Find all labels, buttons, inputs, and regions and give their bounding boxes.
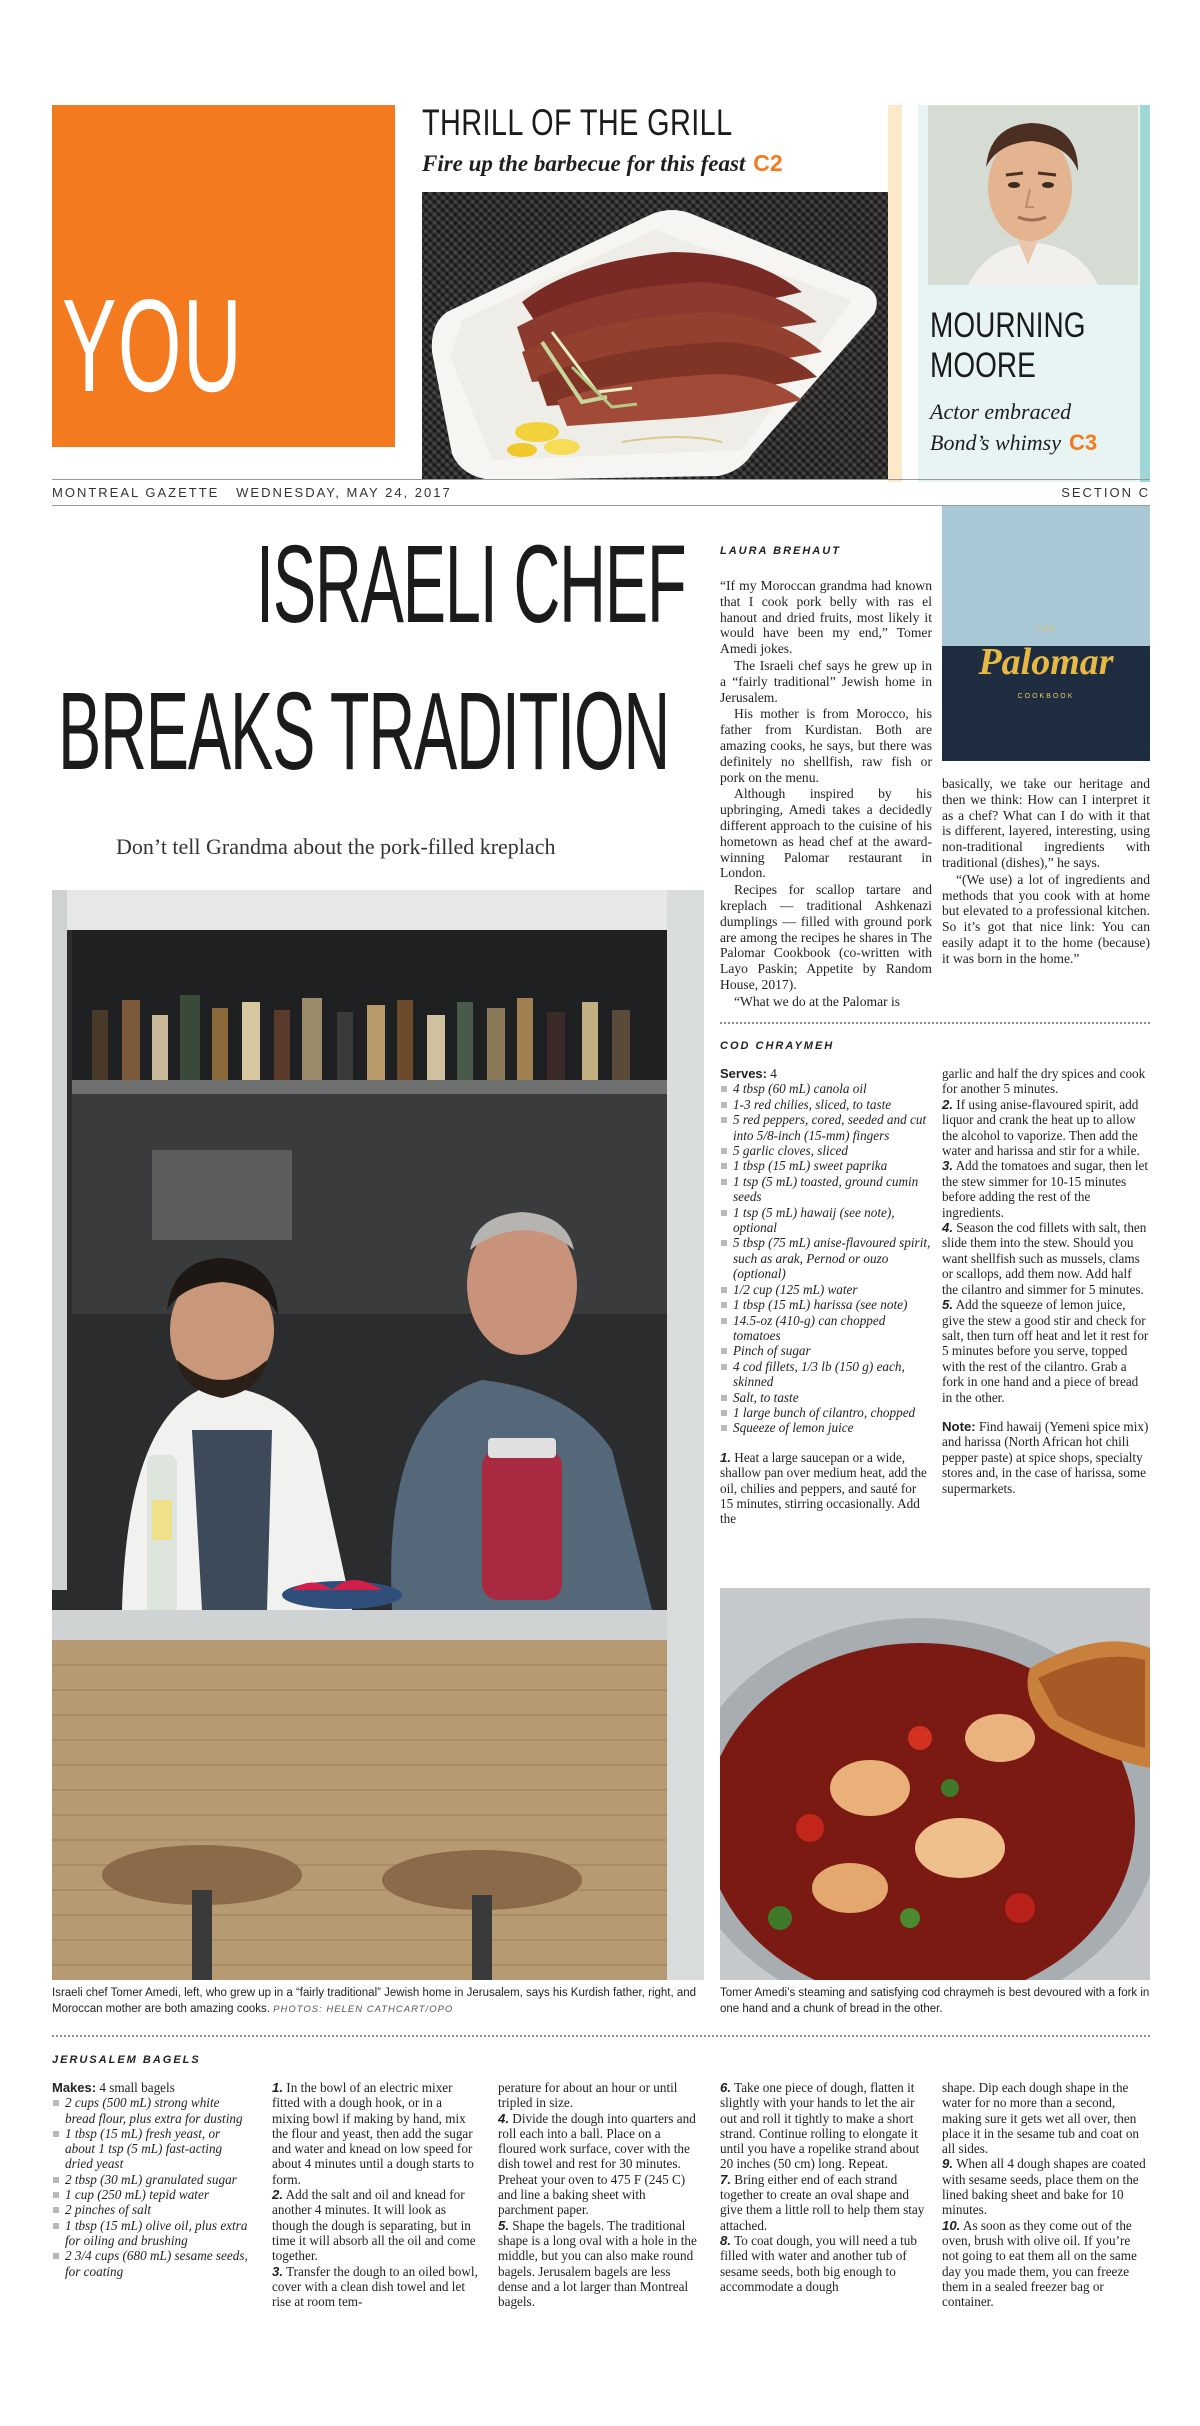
- teaser-moore-title[interactable]: [930, 306, 1086, 386]
- ingredient: 5 tbsp (75 mL) anise-flavoured spirit, such as arak, Pernod or ouzo (optional): [720, 1235, 932, 1281]
- ingredient: 1 tbsp (15 mL) fresh yeast, or about 1 tsp (5 mL) fast-acting dried yeast: [52, 2126, 252, 2172]
- step-number: 3.: [942, 1158, 953, 1174]
- section-name: YOU: [62, 272, 244, 419]
- cod-step-continued: garlic and half the dry spices and cook for another 5 minutes.: [942, 1066, 1146, 1097]
- step-number: 4.: [498, 2110, 509, 2126]
- step-text: When all 4 dough shapes are coated with sesame seeds, place them on the lined baking sheet and bake for 10 minutes.: [942, 2156, 1146, 2218]
- ingredient: 4 cod fillets, 1/3 lb (150 g) each, skinned: [720, 1359, 932, 1390]
- teaser-grill-subtitle-text: Fire up the barbecue for this feast: [422, 151, 746, 176]
- chefs-window-photo: [52, 890, 704, 1980]
- step-number: 5.: [942, 1297, 953, 1313]
- photo-credit: PHOTOS: HELEN CATHCART/OPO: [273, 2004, 454, 2015]
- ingredient: 1 tbsp (15 mL) harissa (see note): [720, 1297, 932, 1312]
- step-text: Add the tomatoes and sugar, then let the stew simmer for 10-15 minutes before adding the rest of the ingredients.: [942, 1158, 1149, 1220]
- ingredient: 1/2 cup (125 mL) water: [720, 1282, 932, 1297]
- bagels-divider: [52, 2035, 1150, 2037]
- story-paragraph: “What we do at the Palomar is: [734, 993, 901, 1009]
- ingredient: 5 red peppers, cored, seeded and cut into 5/8-inch (15-mm) fingers: [720, 1112, 932, 1143]
- step-number: 8.: [720, 2232, 731, 2248]
- teaser-grill-page: C2: [753, 150, 783, 176]
- step-number: 3.: [272, 2263, 283, 2279]
- serves-label: Serves:: [720, 1066, 767, 1081]
- bagel-step-continued: perature for about an hour or until tripled in size.: [498, 2080, 678, 2111]
- step-number: 9.: [942, 2156, 953, 2172]
- step-number: 4.: [942, 1220, 953, 1236]
- step-text: Add the salt and oil and knead for another 4 minutes. It will look as though the dough is separating, but in time it will absorb all the oil and come together.: [272, 2187, 476, 2264]
- story-paragraph: basically, we take our heritage and then we think: How can I interpret it as a chef? What can I do with it that is different, layered, interesting, using non-traditional ingredients with traditional (dishes),” he says.: [942, 776, 1150, 870]
- cod-recipe-column-2: [942, 1066, 1150, 1496]
- cod-step: [942, 1220, 1150, 1297]
- cod-step: [720, 1450, 932, 1527]
- teaser-moore-subtitle[interactable]: [930, 396, 1097, 458]
- bagel-recipe-column-1: [52, 2080, 252, 2279]
- chefs-illustration: [52, 890, 704, 1980]
- cod-note: [942, 1419, 1150, 1496]
- ingredient: 5 garlic cloves, sliced: [720, 1143, 932, 1158]
- step-text: Shape the bagels. The traditional shape is a long oval with a hole in the middle, but you can also make round bagels. Jerusalem bagels are less dense and a lot larger than Montreal bagels.: [498, 2217, 697, 2310]
- ingredient: 1 cup (250 mL) tepid water: [52, 2187, 252, 2202]
- steak-plate-illustration: [422, 192, 888, 480]
- ingredient: 1 large bunch of cilantro, chopped: [720, 1405, 932, 1420]
- folio-publication-date: MONTREAL GAZETTE WEDNESDAY, MAY 24, 2017: [52, 485, 452, 500]
- bagel-step-continued: shape. Dip each dough shape in the water for no more than a second, making sure it gets wet all over, then place it in the sesame tub and coat on all sides.: [942, 2080, 1140, 2157]
- ingredient: 1 tbsp (15 mL) olive oil, plus extra for oiling and brushing: [52, 2218, 252, 2249]
- cod-ingredient-list: [720, 1081, 932, 1435]
- step-text: Transfer the dough to an oiled bowl, cover with a clean dish towel and let rise at room tem-: [272, 2263, 478, 2310]
- bagel-step: [720, 2172, 932, 2233]
- bagel-recipe-column-5: [942, 2080, 1150, 2309]
- story-column-1: [720, 578, 932, 1011]
- makes-label: Makes:: [52, 2080, 97, 2095]
- step-text: As soon as they come out of the oven, brush with olive oil. If you’re not going to eat them all on the same day you made them, you can freeze them in a sealed freezer bag or container.: [942, 2217, 1137, 2310]
- bagel-step: [498, 2111, 698, 2218]
- step-text: To coat dough, you will need a tub filled with water and another tub of sesame seeds, both big enough to accommodate a dough: [720, 2232, 917, 2294]
- teaser-moore-page: C3: [1069, 430, 1098, 455]
- chef-caption-text: Israeli chef Tomer Amedi, left, who grew up in a “fairly traditional” Jewish home in Jerusalem, says his Kurdish father, right, and Moroccan mother are both amazing cooks.: [52, 1987, 697, 2015]
- dish-illustration: [720, 1588, 1150, 1980]
- story-paragraph: Recipes for scallop tartare and kreplach — traditional Ashkenazi dumplings — filled with ground pork are among the recipes he shares in The Palomar Cookbook (co-written with Layo Paskin; Appetite by Random House, 2017).: [720, 882, 932, 992]
- story-paragraph: Although inspired by his upbringing, Amedi takes a decidedly different approach to the cuisine of his hometown as head chef at the award-winning Palomar restaurant in London.: [720, 786, 932, 881]
- serves-value: 4: [770, 1066, 777, 1081]
- ingredient: 1 tsp (5 mL) toasted, ground cumin seeds: [720, 1174, 932, 1205]
- teaser-divider: [888, 105, 902, 482]
- step-text: In the bowl of an electric mixer fitted with a dough hook, or in a mixing bowl if making by hand, mix the flour and yeast, then add the sugar and water and knead on low speed for about 4 minutes until a dough starts to form.: [272, 2080, 474, 2187]
- palomar-cookbook-cover: [942, 506, 1150, 761]
- teaser-moore-title-line2: MOORE: [930, 346, 1036, 385]
- folio-section: SECTION C: [1061, 485, 1150, 500]
- step-number: 2.: [272, 2187, 283, 2203]
- step-number: 5.: [498, 2217, 509, 2233]
- ingredient: 1 tsp (5 mL) hawaij (see note), optional: [720, 1205, 932, 1236]
- ingredient: 2 tbsp (30 mL) granulated sugar: [52, 2172, 252, 2187]
- cod-step: [942, 1097, 1150, 1159]
- cod-step: [942, 1297, 1150, 1405]
- ingredient: Squeeze of lemon juice: [720, 1420, 932, 1435]
- story-paragraph: “(We use) a lot of ingredients and methods that you cook with at home but elevated to a professional kitchen. So it’s got that nice link: You can easily adapt it to the home (because) it was born in the home.”: [942, 871, 1150, 966]
- bagel-step: [942, 2218, 1150, 2310]
- bagel-step: [272, 2080, 482, 2187]
- step-number: 10.: [942, 2217, 961, 2233]
- ingredient: 1 tbsp (15 mL) sweet paprika: [720, 1158, 932, 1173]
- ingredient: 4 tbsp (60 mL) canola oil: [720, 1081, 932, 1096]
- cod-serves: [720, 1066, 932, 1081]
- teaser-moore-sub-line1: Actor embraced: [930, 399, 1072, 424]
- bagel-ingredient-list: [52, 2095, 252, 2279]
- bagel-step: [720, 2233, 932, 2294]
- headline-deck: Don’t tell Grandma about the pork-filled kreplach: [116, 834, 556, 859]
- cookbook-title: Palomar: [978, 641, 1114, 683]
- ingredient: 2 3/4 cups (680 mL) sesame seeds, for coating: [52, 2248, 252, 2279]
- bagel-step: [720, 2080, 932, 2172]
- portrait-illustration: [928, 105, 1138, 285]
- bagel-step: [272, 2264, 482, 2310]
- step-number: 2.: [942, 1096, 953, 1112]
- step-text: Divide the dough into quarters and roll each into a ball. Place on a floured work surface, cover with the dish towel and rest for 30 minutes. Preheat your oven to 475 F (245 C) and line a baking sheet with parchment paper.: [498, 2110, 696, 2218]
- story-paragraph: “If my Moroccan grandma had known that I cook pork belly with ras el hanout and dried fruits, most likely it would have been my end,” Tomer Amedi jokes.: [720, 578, 932, 657]
- cookbook-subtitle: COOKBOOK: [1017, 693, 1075, 700]
- teaser-grill-subtitle[interactable]: [422, 150, 783, 177]
- story-paragraph: His mother is from Morocco, his father from Kurdistan. Both are amazing cooks, he says, but there was definitely no shellfish, raw fish or pork on the menu.: [720, 706, 932, 785]
- ingredient: 2 cups (500 mL) strong white bread flour, plus extra for dusting: [52, 2095, 252, 2126]
- note-text: Find hawaij (Yemeni spice mix) and harissa (North African hot chili pepper paste) at spice shops, specialty stores and, in the case of harissa, some supermarkets.: [942, 1418, 1149, 1496]
- step-text: Take one piece of dough, flatten it slightly with your hands to let the air out and roll it tightly to make a short strand. Continue rolling to elongate it until you have a ropelike strand about 20 inches (50 cm) long. Repeat.: [720, 2080, 920, 2172]
- chef-photo-caption: [52, 1985, 704, 2018]
- cod-recipe-column-1: [720, 1066, 932, 1527]
- bagel-step: [498, 2218, 698, 2310]
- note-label: Note:: [942, 1418, 976, 1434]
- cookbook-the: THE: [1036, 626, 1056, 633]
- ingredient: 14.5-oz (410-g) can chopped tomatoes: [720, 1313, 932, 1344]
- step-text: Heat a large saucepan or a wide, shallow pan over medium heat, add the oil, chilies and peppers, and sauté for 15 minutes, stirring occasionally. Add the: [720, 1449, 927, 1527]
- ingredient: 1-3 red chilies, sliced, to taste: [720, 1097, 932, 1112]
- teaser-moore-sub-line2: Bond’s whimsy: [930, 430, 1061, 455]
- folio-rule-top: [52, 479, 1150, 480]
- teaser-grill-title[interactable]: THRILL OF THE GRILL: [422, 102, 733, 143]
- byline: LAURA BREHAUT: [720, 545, 841, 557]
- step-number: 1.: [720, 1449, 731, 1465]
- grill-steak-photo: [422, 192, 888, 480]
- step-text: If using anise-flavoured spirit, add liquor and crank the heat up to allow the alcohol to vaporize. Then add the water and harissa and stir for a while.: [942, 1096, 1140, 1159]
- cod-chraymeh-photo: [720, 1588, 1150, 1980]
- step-text: Season the cod fillets with salt, then slide them into the stew. Should you want shellfish such as mussels, clams or scallops, add them now. Add half the cilantro and simmer for 5 minutes.: [942, 1220, 1147, 1297]
- bagel-step: [272, 2187, 482, 2263]
- step-text: Add the squeeze of lemon juice, give the stew a good stir and check for salt, then turn off heat and let it rest for 5 minutes before you serve, topped with the rest of the cilantro. Grab a fork in one hand and a piece of bread in the other.: [942, 1297, 1149, 1405]
- teaser-moore-title-line1: MOURNING: [930, 306, 1086, 345]
- ingredient: Salt, to taste: [720, 1390, 932, 1405]
- bagel-makes: [52, 2080, 252, 2095]
- ingredient: Pinch of sugar: [720, 1343, 932, 1358]
- bagel-recipe-column-4: [720, 2080, 932, 2294]
- cod-step: [942, 1158, 1150, 1220]
- ingredient: 2 pinches of salt: [52, 2202, 252, 2217]
- cod-recipe-title: COD CHRAYMEH: [720, 1040, 835, 1052]
- roger-moore-portrait: [928, 105, 1138, 285]
- bagel-recipe-column-3: [498, 2080, 698, 2309]
- story-column-2: [942, 776, 1150, 968]
- bagel-recipe-column-2: [272, 2080, 482, 2309]
- step-text: Bring either end of each strand together to create an oval shape and give them a little roll to help them stay attached.: [720, 2171, 925, 2233]
- bagel-step: [942, 2156, 1150, 2217]
- headline-line-2: BREAKS TRADITION: [58, 670, 670, 793]
- headline-line-1: ISRAELI CHEF: [256, 523, 686, 646]
- teaser-accent-strip: [1140, 105, 1150, 482]
- dish-photo-caption: Tomer Amedi’s steaming and satisfying cod chraymeh is best devoured with a fork in one hand and a chunk of bread in the other.: [720, 1987, 1150, 2015]
- makes-value: 4 small bagels: [99, 2080, 175, 2095]
- step-number: 6.: [720, 2080, 731, 2095]
- step-number: 1.: [272, 2080, 283, 2095]
- cookbook-cover-illustration: [942, 506, 1150, 761]
- story-paragraph: The Israeli chef says he grew up in a “fairly traditional” Jewish home in Jerusalem.: [720, 657, 932, 705]
- bagel-recipe-title: JERUSALEM BAGELS: [52, 2054, 201, 2066]
- story-divider: [720, 1022, 1150, 1024]
- step-number: 7.: [720, 2171, 731, 2187]
